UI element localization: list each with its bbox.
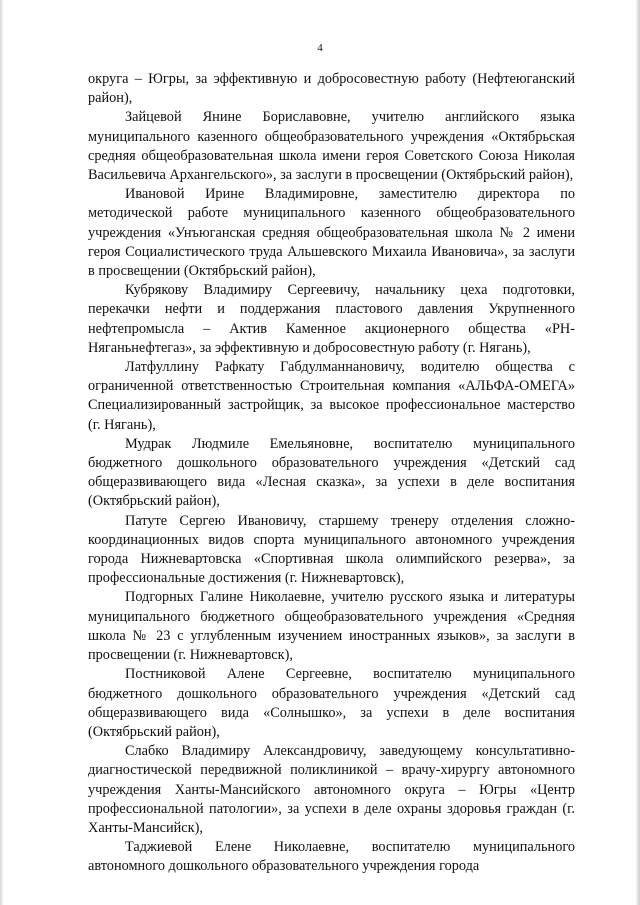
paragraph-patuta: Патуте Сергею Ивановичу, старшему тренеру отделения сложно-координационных видов спорта муниципального автономного учреждения города Нижневартовска «Спортивная школа олимпийского резерва», за профессиональные достижения (г. Нижневартовск),	[88, 512, 575, 587]
page-number: 4	[317, 42, 323, 54]
paragraph-continuation: округа – Югры, за эффективную и добросовестную работу (Нефтеюганский район),	[88, 71, 575, 107]
scan-edge-right	[636, 0, 640, 905]
paragraph-postnikova: Постниковой Алене Сергеевне, воспитателю муниципального бюджетного дошкольного образовательного учреждения «Детский сад общеразвивающего вида «Солнышко», за успехи в деле воспитания (Октябрьский район),	[88, 666, 575, 740]
paragraph-mudrak: Мудрак Людмиле Емельяновне, воспитателю муниципального бюджетного дошкольного образовательного учреждения «Детский сад общеразвивающего вида «Лесная сказка», за успехи в деле воспитания (Октябрьский район),	[88, 435, 575, 510]
paragraph-kubryakov: Кубрякову Владимиру Сергеевичу, начальнику цеха подготовки, перекачки нефти и поддержания пластового давления Укрупненного нефтепромысла – Актив Каменное акционерного общества «РН-Няганьнефтегаз», за эффективную и добросовестную работу (г. Нягань),	[88, 282, 575, 356]
scan-edge-left	[0, 0, 3, 905]
paragraph-ivanova: Ивановой Ирине Владимировне, заместителю директора по методической работе муниципального казенного общеобразовательного учреждения «Унъюганская средняя общеобразовательная школа № 2 имени героя Социалистического труда Альшевского Михаила Ивановича», за заслуги в просвещении (Октябрьский район),	[88, 186, 575, 280]
paragraph-tadzhieva: Таджиевой Елене Николаевне, воспитателю муниципального автономного дошкольного образовательного учреждения города	[88, 839, 575, 875]
paragraph-latfullin: Латфуллину Рафкату Габдулманнановичу, водителю общества с ограниченной ответственностью Строительная компания «АЛЬФА-ОМЕГА» Специализированный застройщик, за высокое профессиональное мастерство (г. Нягань),	[88, 359, 575, 433]
paragraph-podgornykh: Подгорных Галине Николаевне, учителю русского языка и литературы муниципального бюджетного общеобразовательного учреждения «Средняя школа № 23 с углубленным изучением иностранных языков», за заслуги в просвещении (г. Нижневартовск),	[88, 589, 575, 664]
paragraph-slabko: Слабко Владимиру Александровичу, заведующему консультативно-диагностической передвижной поликлиникой – врачу-хирургу автономного учреждения Ханты-Мансийского автономного округа – Югры «Центр профессиональной патологии», за успехи в деле охраны здоровья граждан (г. Ханты-Мансийск),	[88, 743, 575, 836]
paragraph-zaytseva: Зайцевой Янине Бориславовне, учителю английского языка муниципального казенного общеобразовательного учреждения «Октябрьская средняя общеобразовательная школа имени героя Советского Союза Николая Васильевича Архангельского», за заслуги в просвещении (Октябрьский район),	[88, 109, 575, 184]
document-body	[88, 70, 575, 877]
